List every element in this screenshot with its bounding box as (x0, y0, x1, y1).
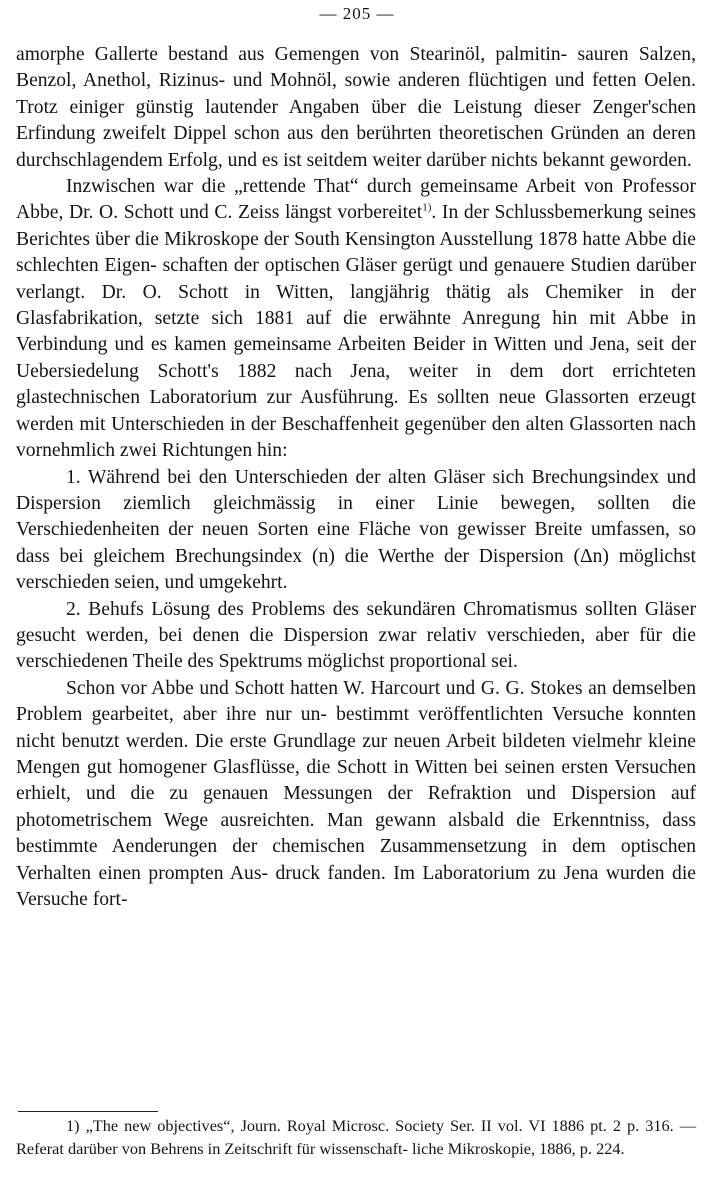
text-line: gut homogener Glasflüsse, die Schott in Witten bei seinen ersten (86, 756, 609, 778)
text-line: Dippel schon aus den berührten theoretischen Gründen an deren (173, 123, 696, 145)
text-line: bewegen, sollten die Verschiedenheiten der neuen Sorten eine Fläche (16, 492, 696, 541)
text-line: Zusammensetzung in dem optischen Verhalten einen prompten Aus- (16, 836, 696, 884)
text-line: Die erste Grundlage zur neuen Arbeit bildeten vielmehr kleine Mengen (16, 730, 696, 778)
text-line: alsbald die Erkenntniss, dass bestimmte Aenderungen der chemischen (16, 809, 696, 858)
paragraph-3 (16, 465, 696, 597)
text-line: (n) die Werthe der Dispersion (Δn) möglichst verschieden seien, und (16, 545, 696, 594)
text-line: South Kensington Ausstellung 1878 hatte Abbe die schlechten Eigen- (16, 228, 696, 277)
text-line: Beider in Witten und Jena, seit der Uebersiedelung Schott's 1882 (16, 334, 697, 382)
text-line: Angaben über die Leistung dieser Zenger'schen Erfindung zweifelt (16, 96, 696, 145)
text-line: Schon vor Abbe und Schott hatten W. Harcourt und (66, 677, 476, 699)
paragraph-1 (16, 42, 696, 174)
text-line: bestimmt veröffentlichten Versuche konnten nicht benutzt werden. (16, 704, 696, 752)
text-line: Brechungsindex und Dispersion ziemlich gleichmässig in einer Linie (16, 466, 696, 514)
page-number: — 205 — (319, 4, 395, 23)
paragraph-4 (16, 597, 696, 676)
text-line: von gewisser Breite umfassen, so dass bei gleichem Brechungsindex (16, 519, 696, 567)
text-line: verschieden, aber für die verschiedenen Theile des Spektrums (16, 624, 697, 673)
main-text (16, 42, 696, 913)
text-line: G. G. Stokes an demselben Problem gearbeitet, aber ihre nur un- (16, 677, 696, 726)
text-line: schaften der optischen Gläser gerügt und genauere Studien darüber (162, 255, 696, 277)
footnote-paragraph (16, 1115, 696, 1160)
text-line: von Professor Abbe, Dr. O. Schott und C. Zeiss längst vorbereitet (16, 176, 696, 224)
text-line: In der Schlussbemerkung seines Berichtes über die Mikroskope der (16, 202, 697, 250)
text-line: Glassorten nach vornehmlich zwei Richtungen hin: (16, 413, 696, 462)
text-line: Versuchen erhielt, und die zu genauen Messungen der Refraktion und (16, 756, 696, 805)
paragraph-5 (16, 676, 696, 914)
text-line: bekannt geworden. (542, 149, 692, 171)
footnote-line: 1) „The new objectives“, Journ. Royal Microsc. Society Ser. II vol. VI (66, 1116, 546, 1135)
text-line: durchschlagendem Erfolg, und es ist seitdem weiter darüber nichts (16, 149, 538, 171)
text-line: Dispersion auf photometrischem Wege ausreichten. Man gewann (16, 783, 696, 831)
text-line: möglichst proportional sei. (307, 651, 518, 673)
text-line: druck fanden. Im Laboratorium zu Jena wurden die Versuche fort- (16, 862, 696, 910)
text-line: 2. Behufs Lösung des Problems des sekundären Chromatismus (66, 598, 578, 620)
footnote-line: 1886 pt. 2 p. 316. — Referat darüber von Behrens in Zeitschrift für wissenschaft- (16, 1116, 696, 1158)
text-line: Laboratorium zur Ausführung. Es sollten neue Glassorten erzeugt (149, 387, 696, 409)
text-line: in der Glasfabrikation, setzte sich 1881 auf die erwähnte Anregung (16, 281, 696, 330)
footnote-line: liche Mikroskopie, 1886, p. 224. (412, 1138, 625, 1158)
text-line: werden mit Unterschieden in der Beschaffenheit gegenüber den alten (16, 413, 564, 435)
text-line: Inzwischen war die „rettende That“ durch gemeinsame Arbeit (66, 176, 576, 198)
text-line: amorphe Gallerte bestand aus Gemengen von Stearinöl, palmitin- (16, 44, 568, 65)
text-line: sauren Salzen, Benzol, Anethol, Rizinus- und Mohnöl, sowie (16, 44, 696, 92)
text-line: verlangt. Dr. O. Schott in Witten, langjährig thätig als Chemiker (16, 281, 623, 303)
paragraph-2: Inzwischen war die „rettende That“ durch gemeinsame Arbeit von Professor Abbe, Dr. O. Schott und C. Zeiss längst vorbereitet$^{1)}$. In der Schlussbemerkung seines Berichtes über die Mikroskope der South Kensington Ausstellung 1878 hatte Abbe die schlechten Eigen- schaften der optischen Gläser gerügt und genauere Studien darüber verlangt. Dr. O. Schott in Witten, langjährig thätig als Chemiker in der Glasfabrikation, setzte sich 1881 auf die erwähnte Anregung hin mit Abbe in Verbindung und es kamen gemeinsame Arbeiten Beider in Witten und Jena, seit der Uebersiedelung Schott's 1882 nach Jena, weiter in dem dort errichteten glastechnischen Laboratorium zur Ausführung. Es sollten neue Glassorten erzeugt werden mit Unterschieden in der Beschaffenheit gegenüber den alten Glassorten nach vornehmlich zwei Richtungen hin: (16, 176, 697, 462)
footnote (16, 1115, 696, 1160)
text-line: 1. Während bei den Unterschieden der alten Gläser sich (66, 466, 525, 488)
footnote-divider (18, 1111, 158, 1112)
text-line: nach Jena, weiter in dem dort errichteten glastechnischen (16, 360, 696, 409)
text-line: hin mit Abbe in Verbindung und es kamen gemeinsame Arbeiten (16, 308, 696, 356)
text-line: sollten Gläser gesucht werden, bei denen die Dispersion zwar relativ (16, 598, 696, 646)
text-line: anderen flüchtigen und fetten Oelen. Trotz einiger günstig lautender (16, 70, 696, 118)
footnote-marker: 1) (422, 201, 432, 214)
text-line: umgekehrt. (198, 572, 288, 594)
